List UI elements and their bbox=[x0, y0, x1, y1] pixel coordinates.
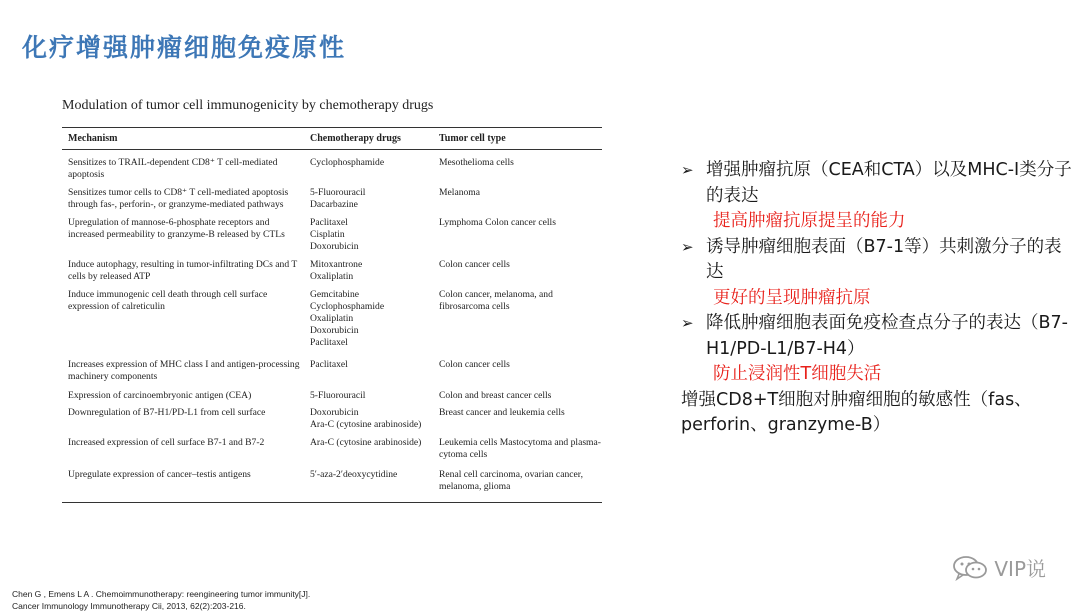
header-drugs: Chemotherapy drugs bbox=[310, 133, 401, 144]
header-mechanism: Mechanism bbox=[68, 133, 118, 144]
drug-name: Ara-C (cytosine arabinoside) bbox=[310, 419, 422, 430]
table-row bbox=[62, 431, 602, 461]
bullet-text: 增强肿瘤抗原（CEA和CTA）以及MHC-Ⅰ类分子的表达 bbox=[706, 160, 1072, 206]
tumor-cell: Renal cell carcinoma, ovarian cancer, melanoma, glioma bbox=[439, 469, 583, 492]
mechanism-cell: Downregulation of B7-H1/PD-L1 from cell surface bbox=[68, 407, 266, 418]
drugs-cell bbox=[310, 259, 439, 283]
drug-name: 5′-aza-2′deoxycytidine bbox=[310, 469, 398, 480]
mechanism-cell: Increases expression of MHC class I and antigen-processing machinery components bbox=[68, 359, 300, 382]
citation-line: Cancer Immunology Immunotherapy Cii, 2013, 62(2):203-216. bbox=[12, 601, 246, 611]
drug-name: 5-Fluorouracil bbox=[310, 390, 366, 401]
drugs-cell bbox=[310, 390, 439, 402]
tumor-cell: Melanoma bbox=[439, 187, 481, 198]
bullet-text: 诱导肿瘤细胞表面（B7-1等）共刺激分子的表达 bbox=[706, 236, 1062, 282]
drug-name: Doxorubicin bbox=[310, 407, 359, 418]
arrow-bullet-icon: ➢ bbox=[681, 161, 694, 179]
arrow-bullet-icon: ➢ bbox=[681, 314, 694, 332]
drug-name: Cyclophosphamide bbox=[310, 301, 385, 312]
drugs-cell bbox=[310, 469, 439, 493]
mechanism-cell: Induce immunogenic cell death through cell surface expression of calreticulin bbox=[68, 289, 268, 312]
arrow-bullet-icon: ➢ bbox=[681, 237, 694, 256]
drugs-cell bbox=[310, 217, 439, 253]
bullet-item bbox=[681, 235, 1076, 312]
table-row bbox=[62, 253, 602, 283]
drug-name: Oxaliplatin bbox=[310, 271, 354, 282]
mechanism-table bbox=[62, 98, 602, 503]
table-row bbox=[62, 283, 602, 349]
table-row bbox=[62, 383, 602, 402]
watermark bbox=[952, 553, 1046, 582]
table-row bbox=[62, 150, 602, 181]
bullet-highlight: 提高肿瘤抗原提呈的能力 bbox=[713, 211, 906, 231]
tumor-cell: Colon and breast cancer cells bbox=[439, 390, 552, 401]
drug-name: Gemcitabine bbox=[310, 289, 360, 300]
tumor-cell: Colon cancer, melanoma, and fibrosarcoma cells bbox=[439, 289, 553, 312]
drugs-cell bbox=[310, 359, 439, 383]
bullet-highlight: 更好的呈现肿瘤抗原 bbox=[713, 287, 871, 308]
drug-name: Dacarbazine bbox=[310, 199, 358, 210]
tumor-cell: Breast cancer and leukemia cells bbox=[439, 407, 565, 418]
bullet-text: 降低肿瘤细胞表面免疫检查点分子的表达（B7-H1/PD-L1/B7-H4） bbox=[706, 313, 1068, 359]
drug-name: 5-Fluorouracil bbox=[310, 187, 366, 198]
table-row bbox=[62, 402, 602, 431]
tumor-cell: Lymphoma Colon cancer cells bbox=[439, 217, 556, 228]
mechanism-cell: Upregulate expression of cancer–testis antigens bbox=[68, 469, 251, 480]
drug-name: Cisplatin bbox=[310, 229, 345, 240]
mechanism-cell: Induce autophagy, resulting in tumor-infiltrating DCs and T cells by released ATP bbox=[68, 259, 298, 282]
drugs-cell bbox=[310, 437, 439, 461]
wechat-icon bbox=[952, 555, 988, 581]
mechanism-cell: Upregulation of mannose-6-phosphate receptors and increased permeability to granzyme-B released by CTLs bbox=[68, 217, 285, 240]
bullet-list bbox=[681, 158, 1076, 439]
slide-title: 化疗增强肿瘤细胞免疫原性 bbox=[22, 33, 347, 62]
table-header-row bbox=[62, 128, 602, 149]
bullet-highlight: 防止浸润性T细胞失活 bbox=[713, 364, 882, 384]
drug-name: Doxorubicin bbox=[310, 325, 359, 336]
table-row bbox=[62, 211, 602, 253]
table-bottom-rule bbox=[62, 502, 602, 503]
summary-text: 增强CD8+T细胞对肿瘤细胞的敏感性（fas、perforin、granzyme-B） bbox=[681, 389, 1032, 435]
drugs-cell bbox=[310, 157, 439, 181]
table-body bbox=[62, 150, 602, 502]
drug-name: Cyclophosphamide bbox=[310, 157, 385, 168]
bullet-item bbox=[681, 158, 1076, 235]
tumor-cell: Leukemia cells Mastocytoma and plasma-cytoma cells bbox=[439, 437, 601, 460]
tumor-cell: Mesothelioma cells bbox=[439, 157, 514, 168]
bullet-item bbox=[681, 311, 1076, 388]
table-row bbox=[62, 349, 602, 383]
watermark-text: VIP说 bbox=[994, 557, 1046, 581]
citation-line: Chen G , Emens L A . Chemoimmunotherapy: reengineering tumor immunity[J]. bbox=[12, 589, 311, 599]
drugs-cell bbox=[310, 289, 439, 349]
tumor-cell: Colon cancer cells bbox=[439, 259, 510, 270]
drug-name: Paclitaxel bbox=[310, 217, 348, 228]
mechanism-cell: Sensitizes tumor cells to CD8⁺ T cell-mediated apoptosis through fas-, perforin-, or granzyme-mediated pathways bbox=[68, 187, 289, 210]
drug-name: Paclitaxel bbox=[310, 359, 348, 370]
header-tumor: Tumor cell type bbox=[439, 133, 506, 144]
tumor-cell: Colon cancer cells bbox=[439, 359, 510, 370]
table-caption: Modulation of tumor cell immunogenicity by chemotherapy drugs bbox=[62, 98, 434, 113]
drugs-cell bbox=[310, 407, 439, 431]
drug-name: Paclitaxel bbox=[310, 337, 348, 348]
mechanism-cell: Increased expression of cell surface B7-1 and B7-2 bbox=[68, 437, 265, 448]
citation bbox=[12, 588, 310, 612]
table-row bbox=[62, 461, 602, 502]
mechanism-cell: Sensitizes to TRAIL-dependent CD8⁺ T cell-mediated apoptosis bbox=[68, 157, 278, 180]
drug-name: Doxorubicin bbox=[310, 241, 359, 252]
drug-name: Oxaliplatin bbox=[310, 313, 354, 324]
drug-name: Ara-C (cytosine arabinoside) bbox=[310, 437, 422, 448]
mechanism-cell: Expression of carcinoembryonic antigen (CEA) bbox=[68, 390, 252, 401]
table-row bbox=[62, 181, 602, 211]
drug-name: Mitoxantrone bbox=[310, 259, 363, 270]
drugs-cell bbox=[310, 187, 439, 211]
